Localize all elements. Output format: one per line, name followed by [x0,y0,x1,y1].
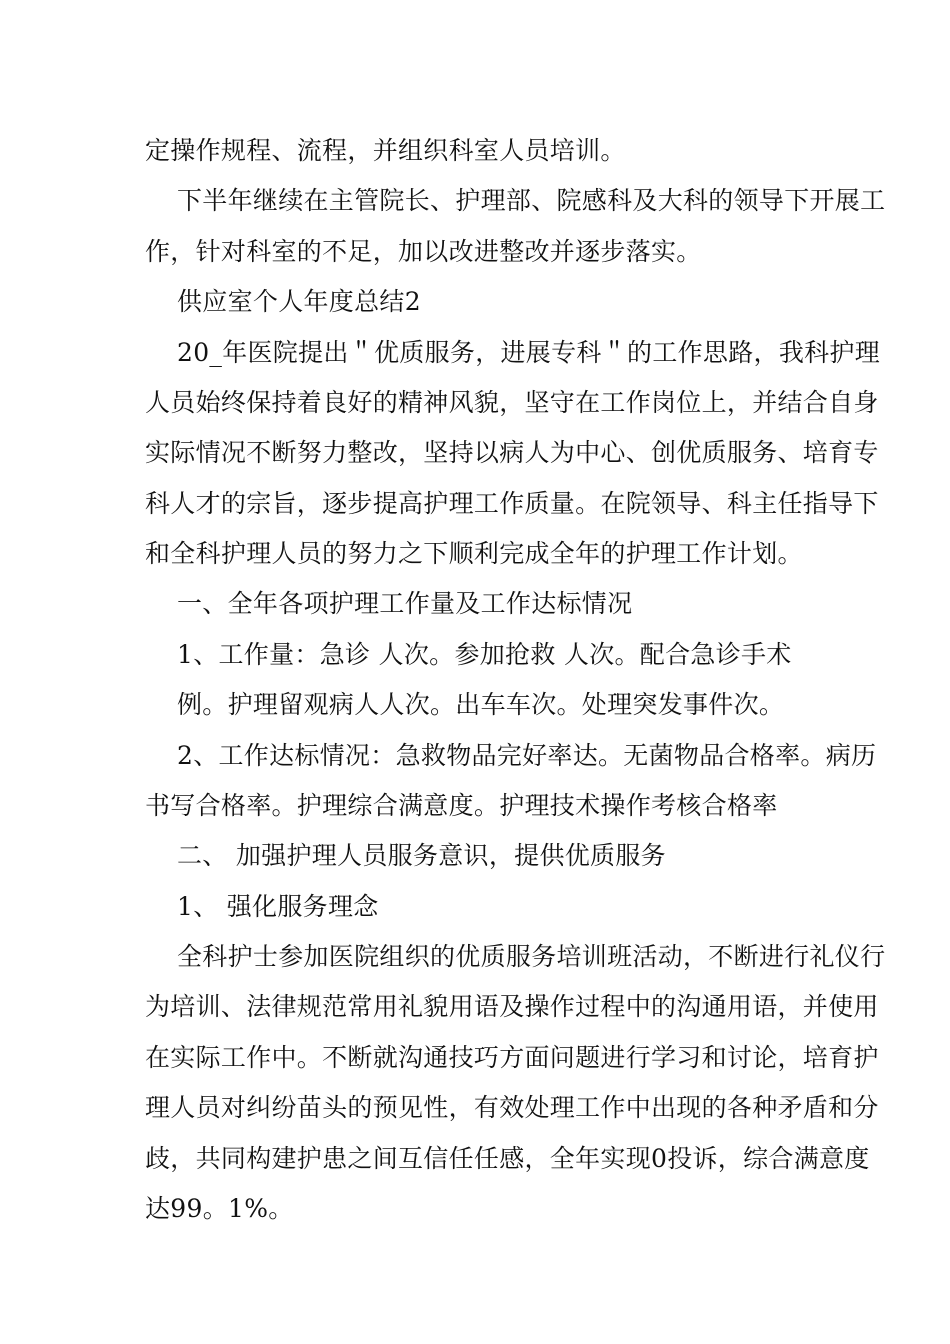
text-line: 1、工作量：急诊 人次。参加抢救 人次。配合急诊手术 [177,640,792,669]
text-line: 和全科护理人员的努力之下顺利完成全年的护理工作计划。 [145,539,803,568]
text-line: 在实际工作中。不断就沟通技巧方面问题进行学习和讨论，培育护 [145,1043,879,1072]
section-heading: 二、 加强护理人员服务意识，提供优质服务 [177,841,666,870]
section-heading: 供应室个人年度总结2 [177,287,421,316]
text-line: 例。护理留观病人人次。出车车次。处理突发事件次。 [177,690,785,719]
text-line: 达99。1%。 [145,1194,294,1223]
text-line: 科人才的宗旨，逐步提高护理工作质量。在院领导、科主任指导下 [145,489,879,518]
text-line: 全科护士参加医院组织的优质服务培训班活动，不断进行礼仪行 [177,942,886,971]
text-line: 20_年医院提出＂优质服务，进展专科＂的工作思路，我科护理 [177,338,881,367]
text-line: 下半年继续在主管院长、护理部、院感科及大科的领导下开展工 [177,186,886,215]
subsection-heading: 1、 强化服务理念 [177,892,379,921]
text-line: 2、工作达标情况：急救物品完好率达。无菌物品合格率。病历 [177,741,877,770]
text-line: 书写合格率。护理综合满意度。护理技术操作考核合格率 [145,791,778,820]
text-line: 定操作规程、流程，并组织科室人员培训。 [145,136,626,165]
text-line: 人员始终保持着良好的精神风貌，坚守在工作岗位上，并结合自身 [145,388,879,417]
text-line: 为培训、法律规范常用礼貌用语及操作过程中的沟通用语，并使用 [145,992,879,1021]
text-line: 实际情况不断努力整改，坚持以病人为中心、创优质服务、培育专 [145,438,879,467]
section-heading: 一、全年各项护理工作量及工作达标情况 [177,589,633,618]
text-line: 理人员对纠纷苗头的预见性，有效处理工作中出现的各种矛盾和分 [145,1093,879,1122]
text-line: 作，针对科室的不足，加以改进整改并逐步落实。 [145,237,702,266]
text-line: 歧，共同构建护患之间互信任任感，全年实现0投诉，综合满意度 [145,1144,870,1173]
